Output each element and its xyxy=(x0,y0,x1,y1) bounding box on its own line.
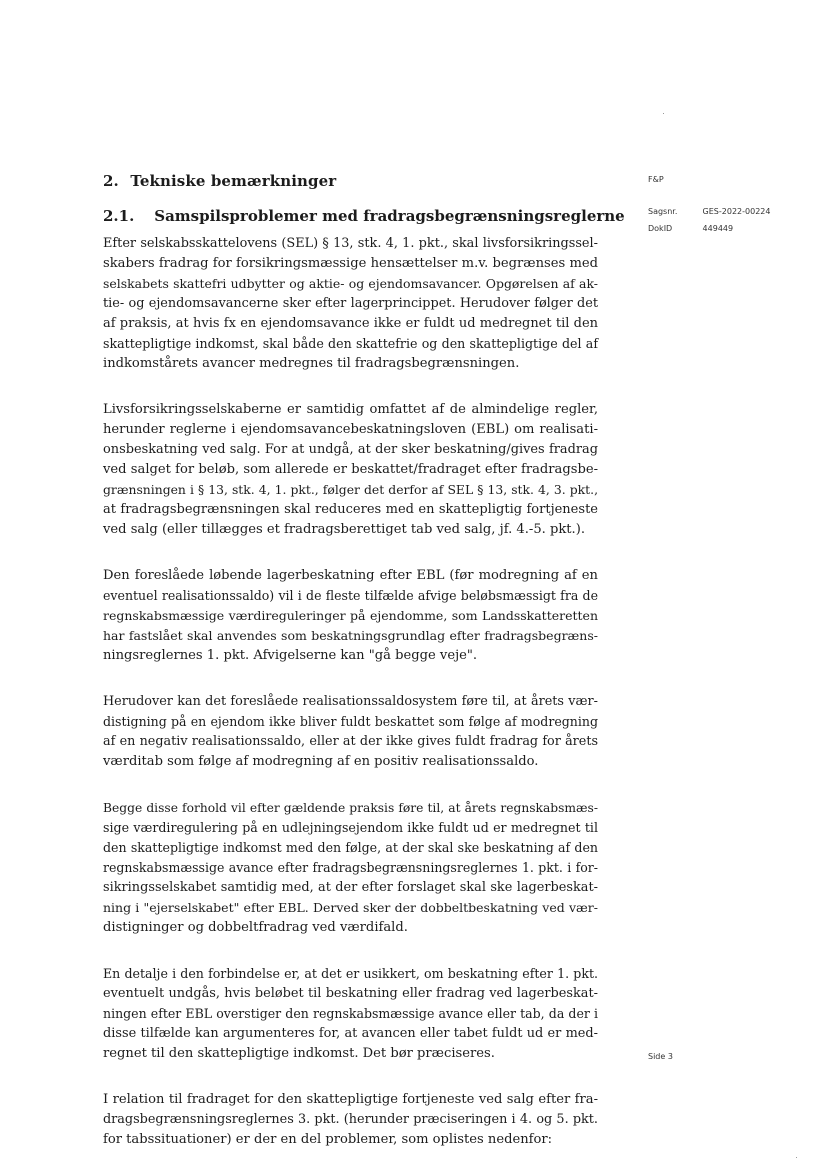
paragraph xyxy=(103,400,598,540)
text-line: herunder reglerne i ejendomsavancebeskatningsloven (EBL) om realisati- xyxy=(103,422,598,437)
text-line: onsbeskatning ved salg. For at undgå, at der sker beskatning/gives fradrag xyxy=(103,442,598,457)
text-line: værditab som følge af modregning af en positiv realisationssaldo. xyxy=(103,754,539,769)
paragraph xyxy=(103,566,598,666)
paragraph xyxy=(103,692,598,772)
text-line: Herudover kan det foreslåede realisationssaldosystem føre til, at årets vær- xyxy=(103,694,598,709)
text-line: Efter selskabsskattelovens (SEL) § 13, stk. 4, 1. pkt., skal livsforsikringssel- xyxy=(103,236,598,251)
section-heading xyxy=(103,172,336,190)
paragraph xyxy=(103,964,598,1064)
text-line: sikringsselskabet samtidig med, at der efter forslaget skal ske lagerbeskat- xyxy=(103,880,598,895)
text-line: grænsningen i § 13, stk. 4, 1. pkt., følger det derfor af SEL § 13, stk. 4, 3. pkt., xyxy=(103,482,598,497)
body-text xyxy=(103,234,598,1176)
case-number-label: Sagsnr. xyxy=(648,207,678,216)
document-id-row xyxy=(648,224,733,233)
scan-speck xyxy=(796,1157,797,1158)
page-number: Side 3 xyxy=(648,1052,673,1061)
case-number-value: GES-2022-00224 xyxy=(702,207,771,216)
text-line: regnskabsmæssige avance efter fradragsbegrænsningsreglernes 1. pkt. i for- xyxy=(103,860,598,875)
document-id-label: DokID xyxy=(648,224,673,233)
text-line: af praksis, at hvis fx en ejendomsavance ikke er fuldt ud medregnet til den xyxy=(103,316,598,331)
text-line: I relation til fradraget for den skattepligtige fortjeneste ved salg efter fra- xyxy=(103,1092,598,1107)
text-line: for tabssituationer) er der en del problemer, som oplistes nedenfor: xyxy=(103,1132,553,1147)
text-line: af en negativ realisationssaldo, eller at der ikke gives fuldt fradrag for årets xyxy=(103,734,598,749)
scan-speck xyxy=(663,113,664,114)
text-line: eventuelt undgås, hvis beløbet til beskatning eller fradrag ved lagerbeskat- xyxy=(103,986,598,1001)
text-line: ning i "ejerselskabet" efter EBL. Derved sker der dobbeltbeskatning ved vær- xyxy=(103,900,598,915)
text-line: tie- og ejendomsavancerne sker efter lagerprincippet. Herudover følger det xyxy=(103,296,598,311)
section-number: 2. xyxy=(103,172,119,190)
text-line: Den foreslåede løbende lagerbeskatning efter EBL (før modregning af en xyxy=(103,568,598,583)
text-line: ningsreglernes 1. pkt. Afvigelserne kan "gå begge veje". xyxy=(103,648,478,663)
text-line: distigninger og dobbeltfradrag ved værdifald. xyxy=(103,920,408,935)
margin-initials: F&P xyxy=(648,175,664,184)
paragraph xyxy=(103,798,598,938)
text-line: ved salget for beløb, som allerede er beskattet/fradraget efter fradragsbe- xyxy=(103,462,598,477)
text-line: eventuel realisationssaldo) vil i de fleste tilfælde afvige beløbsmæssigt fra de xyxy=(103,588,598,603)
text-line: regnskabsmæssige værdireguleringer på ejendomme, som Landsskatteretten xyxy=(103,608,598,623)
case-number-row xyxy=(648,207,770,216)
text-line: En detalje i den forbindelse er, at det er usikkert, om beskatning efter 1. pkt. xyxy=(103,966,598,981)
text-line: Livsforsikringsselskaberne er samtidig omfattet af de almindelige regler, xyxy=(103,402,598,417)
text-line: disse tilfælde kan argumenteres for, at avancen eller tabet fuldt ud er med- xyxy=(103,1026,598,1041)
text-line: Begge disse forhold vil efter gældende praksis føre til, at årets regnskabsmæs- xyxy=(103,801,598,815)
text-line: indkomstårets avancer medregnes til fradragsbegrænsningen. xyxy=(103,356,520,371)
text-line: dragsbegrænsningsreglernes 3. pkt. (herunder præciseringen i 4. og 5. pkt. xyxy=(103,1112,598,1127)
text-line: ningen efter EBL overstiger den regnskabsmæssige avance eller tab, da der i xyxy=(103,1006,598,1021)
subsection-title: Samspilsproblemer med fradragsbegrænsningsreglerne xyxy=(154,207,625,225)
text-line: ved salg (eller tillægges et fradragsberettiget tab ved salg, jf. 4.-5. pkt.). xyxy=(103,522,585,537)
text-line: distigning på en ejendom ikke bliver fuldt beskattet som følge af modregning xyxy=(103,714,598,729)
subsection-number: 2.1. xyxy=(103,207,135,225)
text-line: skabers fradrag for forsikringsmæssige hensættelser m.v. begrænses med xyxy=(103,256,598,271)
paragraph xyxy=(103,1090,598,1150)
text-line: skattepligtige indkomst, skal både den skattefrie og den skattepligtige del af xyxy=(103,336,598,351)
text-line: regnet til den skattepligtige indkomst. Det bør præciseres. xyxy=(103,1046,495,1061)
section-title: Tekniske bemærkninger xyxy=(130,172,337,190)
text-line: sige værdiregulering på en udlejningsejendom ikke fuldt ud er medregnet til xyxy=(103,820,598,835)
paragraph xyxy=(103,234,598,374)
text-line: at fradragsbegrænsningen skal reduceres med en skattepligtig fortjeneste xyxy=(103,502,598,517)
text-line: selskabets skattefri udbytter og aktie- og ejendomsavancer. Opgørelsen af ak- xyxy=(103,276,598,291)
text-line: den skattepligtige indkomst med den følge, at der skal ske beskatning af den xyxy=(103,840,598,855)
document-id-value: 449449 xyxy=(702,224,734,233)
subsection-heading xyxy=(103,207,625,225)
text-line: har fastslået skal anvendes som beskatningsgrundlag efter fradragsbegræns- xyxy=(103,628,598,643)
